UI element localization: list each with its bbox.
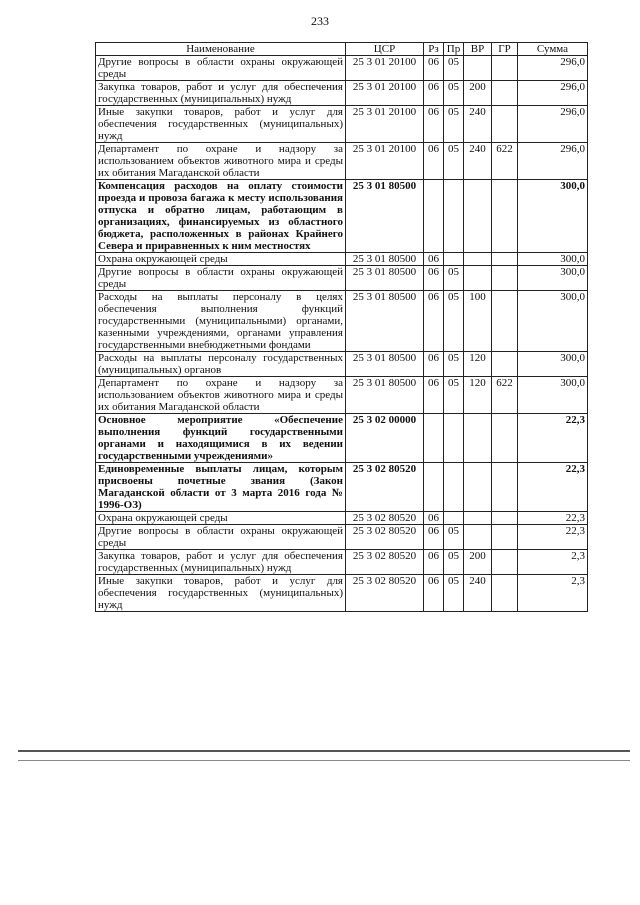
cell-csr: 25 3 01 20100: [346, 81, 424, 106]
cell-rz: 06: [424, 525, 444, 550]
cell-rz: 06: [424, 253, 444, 266]
cell-csr: 25 3 02 80520: [346, 575, 424, 612]
cell-csr: 25 3 01 80500: [346, 180, 424, 253]
header-sum: Сумма: [518, 43, 588, 56]
cell-vr: [464, 266, 492, 291]
cell-name: Иные закупки товаров, работ и услуг для обеспечения государственных (муниципальных) нужд: [96, 106, 346, 143]
table-row: [96, 106, 588, 143]
cell-pr: 05: [444, 525, 464, 550]
cell-name: Другие вопросы в области охраны окружающей среды: [96, 56, 346, 81]
cell-name: Закупка товаров, работ и услуг для обеспечения государственных (муниципальных) нужд: [96, 81, 346, 106]
cell-vr: 120: [464, 377, 492, 414]
cell-name: Департамент по охране и надзору за использованием объектов животного мира и среды их обитания Магаданской области: [96, 377, 346, 414]
cell-name: Закупка товаров, работ и услуг для обеспечения государственных (муниципальных) нужд: [96, 550, 346, 575]
cell-name: Иные закупки товаров, работ и услуг для обеспечения государственных (муниципальных) нужд: [96, 575, 346, 612]
cell-vr: [464, 525, 492, 550]
cell-name: Основное мероприятие «Обеспечение выполнения функций государственными органами и находящимися в их ведении государственными учреждениями»: [96, 414, 346, 463]
footer-rule-thin: [18, 760, 630, 761]
cell-pr: [444, 253, 464, 266]
cell-csr: 25 3 02 80520: [346, 512, 424, 525]
cell-csr: 25 3 01 80500: [346, 352, 424, 377]
cell-vr: [464, 463, 492, 512]
cell-rz: 06: [424, 291, 444, 352]
cell-pr: 05: [444, 575, 464, 612]
cell-name: Расходы на выплаты персоналу государственных (муниципальных) органов: [96, 352, 346, 377]
cell-rz: 06: [424, 81, 444, 106]
table-row: [96, 414, 588, 463]
cell-rz: 06: [424, 352, 444, 377]
cell-gr: [492, 525, 518, 550]
cell-rz: [424, 180, 444, 253]
cell-csr: 25 3 01 20100: [346, 56, 424, 81]
cell-pr: 05: [444, 266, 464, 291]
cell-vr: [464, 414, 492, 463]
cell-csr: 25 3 01 80500: [346, 291, 424, 352]
cell-sum: 22,3: [518, 525, 588, 550]
cell-gr: [492, 253, 518, 266]
cell-sum: 22,3: [518, 463, 588, 512]
cell-vr: [464, 512, 492, 525]
cell-rz: [424, 463, 444, 512]
cell-pr: 05: [444, 352, 464, 377]
cell-sum: 300,0: [518, 291, 588, 352]
cell-pr: 05: [444, 377, 464, 414]
cell-pr: [444, 512, 464, 525]
cell-gr: 622: [492, 143, 518, 180]
cell-vr: 240: [464, 143, 492, 180]
cell-gr: [492, 180, 518, 253]
cell-vr: 240: [464, 575, 492, 612]
cell-rz: 06: [424, 56, 444, 81]
cell-name: Другие вопросы в области охраны окружающей среды: [96, 266, 346, 291]
cell-vr: 200: [464, 550, 492, 575]
cell-csr: 25 3 02 80520: [346, 463, 424, 512]
cell-pr: 05: [444, 56, 464, 81]
cell-gr: [492, 550, 518, 575]
cell-sum: 2,3: [518, 550, 588, 575]
cell-csr: 25 3 02 00000: [346, 414, 424, 463]
cell-csr: 25 3 02 80520: [346, 550, 424, 575]
footer-rule: [18, 750, 630, 752]
cell-rz: 06: [424, 575, 444, 612]
cell-sum: 22,3: [518, 414, 588, 463]
cell-sum: 296,0: [518, 56, 588, 81]
cell-sum: 300,0: [518, 253, 588, 266]
cell-name: Охрана окружающей среды: [96, 253, 346, 266]
table-row: [96, 377, 588, 414]
cell-name: Компенсация расходов на оплату стоимости проезда и провоза багажа к месту использования отпуска и обратно лицам, работающим в организациях, финансируемых из областного бюджета, расположенных в районах Крайнего Севера и приравненных к ним местностях: [96, 180, 346, 253]
cell-pr: 05: [444, 291, 464, 352]
cell-csr: 25 3 01 80500: [346, 377, 424, 414]
table-row: [96, 180, 588, 253]
cell-vr: 200: [464, 81, 492, 106]
cell-sum: 300,0: [518, 352, 588, 377]
table-body: [96, 56, 588, 612]
cell-csr: 25 3 01 20100: [346, 143, 424, 180]
cell-gr: [492, 512, 518, 525]
cell-gr: [492, 106, 518, 143]
cell-name: Департамент по охране и надзору за использованием объектов животного мира и среды их обитания Магаданской области: [96, 143, 346, 180]
cell-csr: 25 3 01 80500: [346, 266, 424, 291]
cell-pr: [444, 463, 464, 512]
cell-csr: 25 3 01 20100: [346, 106, 424, 143]
table-row: [96, 525, 588, 550]
cell-gr: 622: [492, 377, 518, 414]
cell-sum: 296,0: [518, 81, 588, 106]
table-row: [96, 56, 588, 81]
header-rz: Рз: [424, 43, 444, 56]
cell-vr: 100: [464, 291, 492, 352]
cell-sum: 296,0: [518, 106, 588, 143]
header-gr: ГР: [492, 43, 518, 56]
cell-vr: [464, 56, 492, 81]
header-csr: ЦСР: [346, 43, 424, 56]
cell-vr: [464, 253, 492, 266]
budget-table: [95, 42, 588, 612]
table-row: [96, 143, 588, 180]
cell-gr: [492, 56, 518, 81]
cell-gr: [492, 266, 518, 291]
cell-csr: 25 3 01 80500: [346, 253, 424, 266]
cell-rz: 06: [424, 106, 444, 143]
cell-sum: 300,0: [518, 180, 588, 253]
cell-gr: [492, 463, 518, 512]
cell-sum: 22,3: [518, 512, 588, 525]
cell-rz: 06: [424, 266, 444, 291]
table-row: [96, 463, 588, 512]
cell-gr: [492, 291, 518, 352]
cell-pr: [444, 180, 464, 253]
cell-rz: [424, 414, 444, 463]
cell-csr: 25 3 02 80520: [346, 525, 424, 550]
table-row: [96, 512, 588, 525]
header-row: [96, 43, 588, 56]
cell-pr: 05: [444, 81, 464, 106]
cell-pr: [444, 414, 464, 463]
cell-pr: 05: [444, 143, 464, 180]
cell-sum: 300,0: [518, 266, 588, 291]
cell-rz: 06: [424, 512, 444, 525]
table-row: [96, 253, 588, 266]
cell-rz: 06: [424, 143, 444, 180]
table-row: [96, 550, 588, 575]
cell-pr: 05: [444, 106, 464, 143]
table-row: [96, 352, 588, 377]
table-row: [96, 81, 588, 106]
table-row: [96, 575, 588, 612]
header-pr: Пр: [444, 43, 464, 56]
cell-vr: 120: [464, 352, 492, 377]
cell-gr: [492, 352, 518, 377]
table-row: [96, 266, 588, 291]
cell-gr: [492, 575, 518, 612]
cell-name: Охрана окружающей среды: [96, 512, 346, 525]
cell-sum: 296,0: [518, 143, 588, 180]
cell-vr: [464, 180, 492, 253]
cell-name: Единовременные выплаты лицам, которым присвоены почетные звания (Закон Магаданской области от 3 марта 2016 года № 1996-ОЗ): [96, 463, 346, 512]
page-number: 233: [311, 14, 329, 28]
cell-gr: [492, 81, 518, 106]
table-row: [96, 291, 588, 352]
cell-pr: 05: [444, 550, 464, 575]
cell-rz: 06: [424, 550, 444, 575]
cell-rz: 06: [424, 377, 444, 414]
header-name: Наименование: [96, 43, 346, 56]
cell-name: Расходы на выплаты персоналу в целях обеспечения выполнения функций государственными (муниципальными) органами, казенными учреждениями, органами управления государственными внебюджетными фондами: [96, 291, 346, 352]
header-vr: ВР: [464, 43, 492, 56]
cell-sum: 300,0: [518, 377, 588, 414]
cell-gr: [492, 414, 518, 463]
cell-name: Другие вопросы в области охраны окружающей среды: [96, 525, 346, 550]
cell-sum: 2,3: [518, 575, 588, 612]
cell-vr: 240: [464, 106, 492, 143]
